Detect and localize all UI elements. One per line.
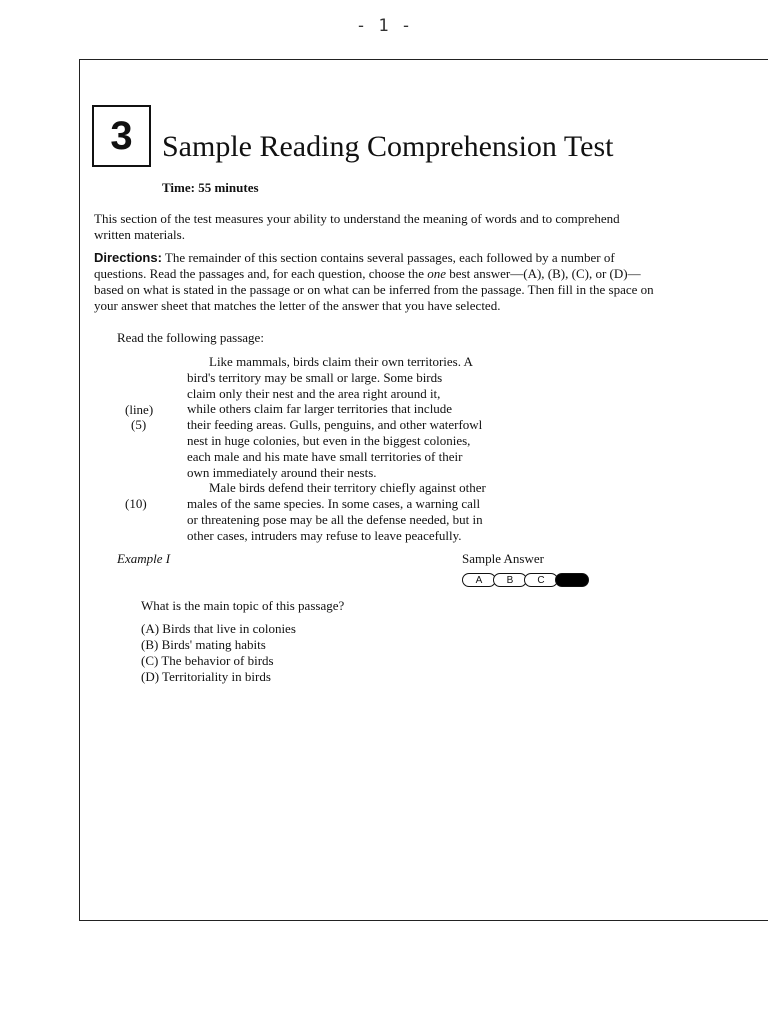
passage-line: other cases, intruders may refuse to leave peacefully. bbox=[187, 527, 462, 543]
option-b: (B) Birds' mating habits bbox=[141, 637, 266, 652]
passage-line: each male and his mate have small territories of their bbox=[187, 448, 463, 464]
reading-passage bbox=[187, 354, 517, 544]
time-limit: Time: 55 minutes bbox=[162, 180, 259, 195]
passage-line: or threatening pose may be all the defense needed, but in bbox=[187, 511, 483, 527]
line-marker-10: (10) bbox=[125, 496, 147, 511]
answer-bubble-c[interactable]: C bbox=[524, 573, 558, 587]
directions-emphasis: one bbox=[427, 266, 446, 281]
answer-bubble-a[interactable]: A bbox=[462, 573, 496, 587]
passage-line: nest in huge colonies, but even in the biggest colonies, bbox=[187, 432, 471, 448]
passage-line: their feeding areas. Gulls, penguins, and other waterfowl bbox=[187, 417, 483, 433]
directions-paragraph bbox=[94, 250, 654, 314]
option-c: (C) The behavior of birds bbox=[141, 653, 274, 668]
passage-line: claim only their nest and the area right around it, bbox=[187, 385, 441, 401]
passage-line: while others claim far larger territories that include bbox=[187, 401, 453, 417]
option-a: (A) Birds that live in colonies bbox=[141, 621, 296, 636]
page-number: - 1 - bbox=[355, 16, 413, 36]
passage-line: Like mammals, birds claim their own territories. A bbox=[209, 354, 473, 369]
answer-options bbox=[141, 621, 296, 685]
intro-paragraph: This section of the test measures your ability to understand the meaning of words and to comprehend written materials. bbox=[94, 211, 620, 242]
passage-line: Male birds defend their territory chiefly against other bbox=[209, 480, 486, 496]
directions-text-before: The remainder of this section contains several passages, each followed by a number of questions. Read the passages and, for each question, choose the bbox=[94, 250, 615, 281]
passage-line: own immediately around their nests. bbox=[187, 464, 377, 480]
option-d: (D) Territoriality in birds bbox=[141, 669, 271, 684]
answer-bubbles bbox=[462, 573, 586, 587]
passage-line: bird's territory may be small or large. Some birds bbox=[187, 369, 443, 385]
line-marker-line: (line) bbox=[125, 402, 154, 417]
page-title: Sample Reading Comprehension Test bbox=[162, 130, 614, 163]
passage-line: males of the same species. In some cases, a warning call bbox=[187, 496, 481, 512]
example-label: Example I bbox=[117, 551, 171, 566]
read-following-instruction: Read the following passage: bbox=[117, 330, 264, 345]
line-marker-5: (5) bbox=[131, 417, 147, 432]
directions-text-after: best answer—(A), (B), (C), or (D)—based on what is stated in the passage or on what can be inferred from the passage. Then fill in the space on your answer sheet that matches the letter of the answer that you have selected. bbox=[94, 266, 654, 313]
section-number-box: 3 bbox=[92, 105, 151, 167]
answer-bubble-b[interactable]: B bbox=[493, 573, 527, 587]
sample-answer-label: Sample Answer bbox=[462, 551, 544, 566]
answer-bubble-d-selected[interactable]: D bbox=[555, 573, 589, 587]
directions-label: Directions: bbox=[94, 250, 162, 265]
question-text: What is the main topic of this passage? bbox=[141, 598, 345, 613]
